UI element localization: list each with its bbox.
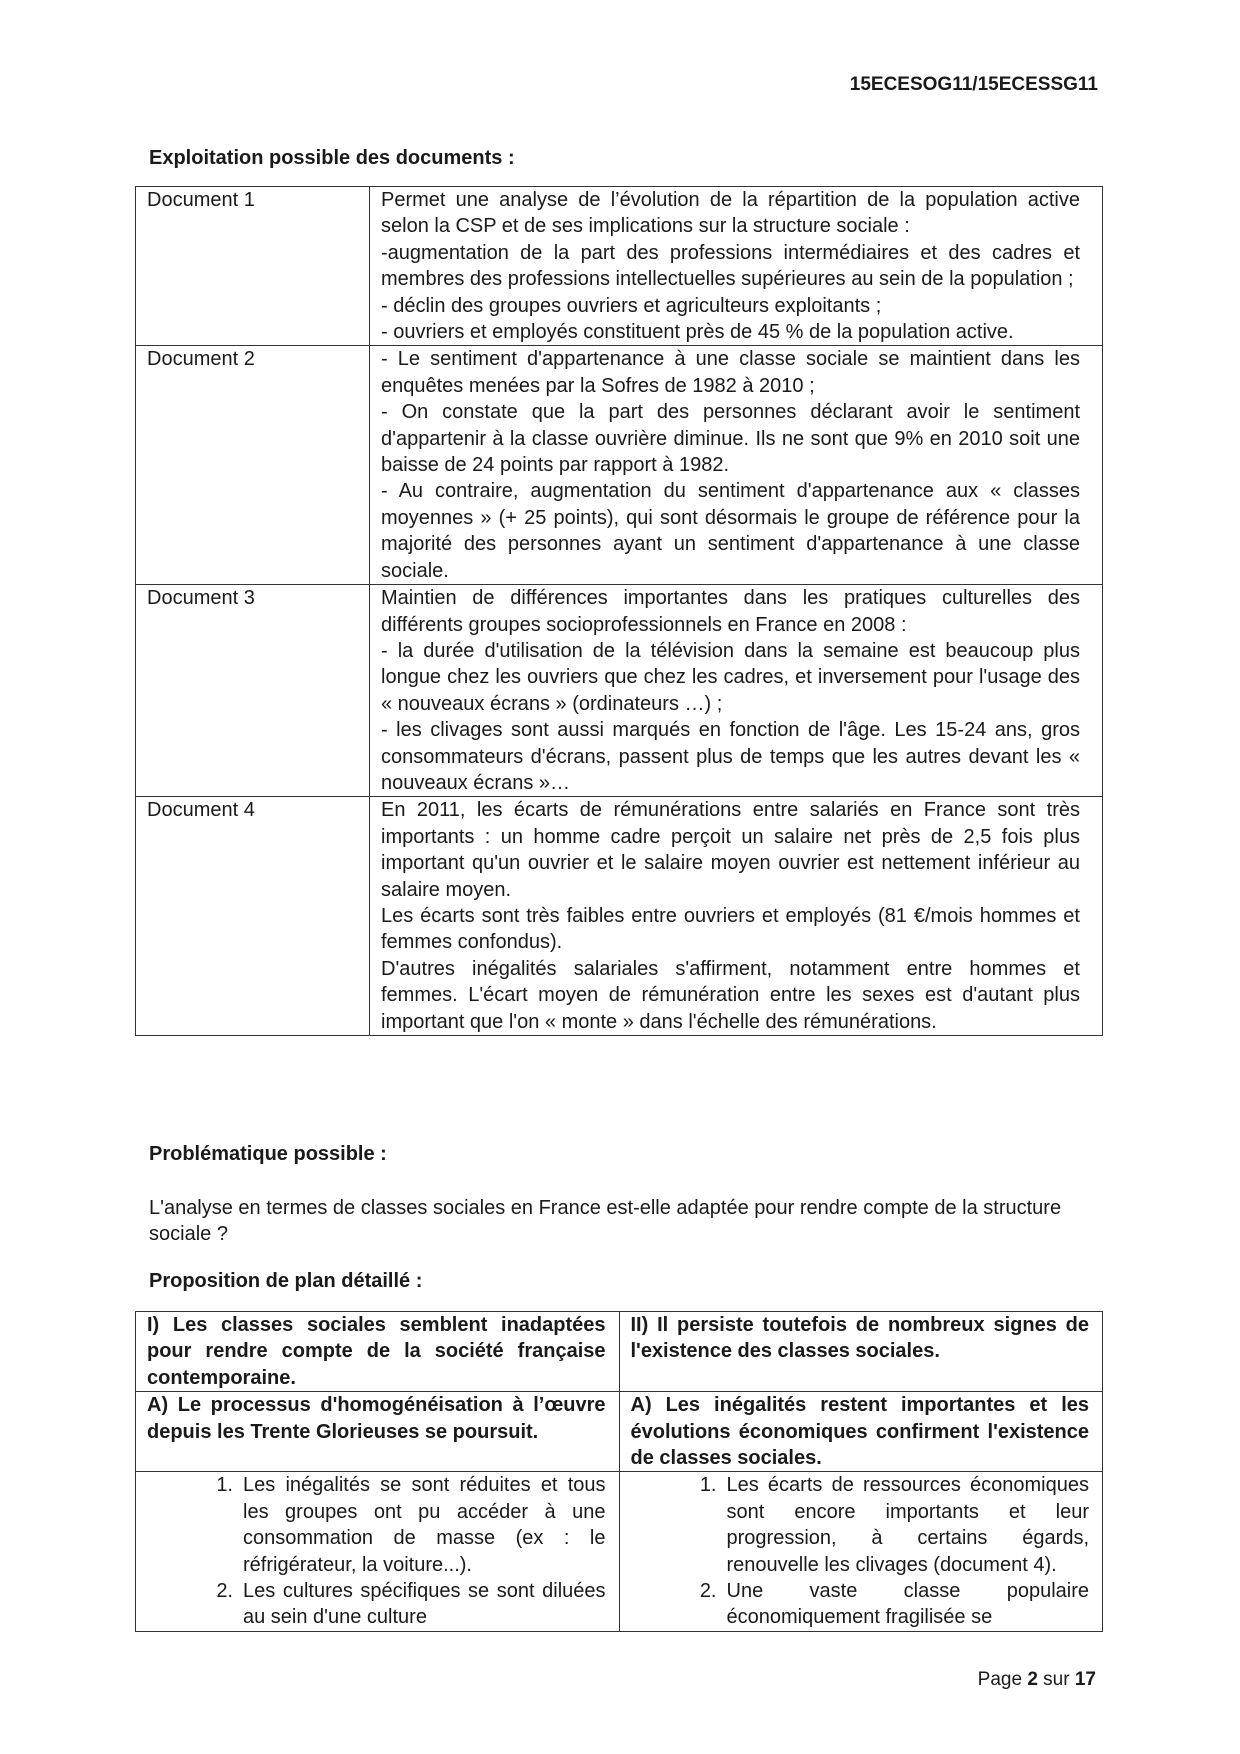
problematique-text: L'analyse en termes de classes sociales en France est-elle adaptée pour rendre compte de la structure sociale ? (149, 1197, 1062, 1245)
document-label: Document 1 (136, 187, 370, 346)
table-row (136, 1472, 1103, 1631)
list-item: 1. Les inégalités se sont réduites et tous les groupes ont pu accéder à une consommation de masse (ex : le réfrigérateur, la voiture...). (216, 1474, 606, 1576)
document-description: Permet une analyse de l’évolution de la répartition de la population active selon la CSP et de ses implications sur la structure sociale : -augmentation de la part des professions intermédiaires et des cadres et membres des professions intellectuelles supérieures au sein de la population ; - déclin des groupes ouvriers et agriculteurs exploitants ; - ouvriers et employés constituent près de 45 % de la population active. (370, 187, 1103, 346)
table-row (136, 346, 1103, 585)
documents-table (135, 186, 1103, 1036)
problematique-title: Problématique possible : (149, 1143, 387, 1165)
part-one-subheading: A) Le processus d'homogénéisation à l’œuvre depuis les Trente Glorieuses se poursuit. (136, 1392, 620, 1472)
exploitation-title: Exploitation possible des documents : (149, 147, 515, 169)
list-item: 1. Les écarts de ressources économiques sont encore importants et leur progression, à certains égards, renouvelle les clivages (document 4). (699, 1474, 1089, 1576)
page-number: Page 2 sur 17 (977, 1669, 1096, 1690)
table-row (136, 1312, 1103, 1392)
table-row (136, 585, 1103, 797)
part-two-heading: II) Il persiste toutefois de nombreux signes de l'existence des classes sociales. (619, 1312, 1103, 1392)
part-two-subheading: A) Les inégalités restent importantes et les évolutions économiques confirment l'existence de classes sociales. (619, 1392, 1103, 1472)
table-row (136, 1392, 1103, 1472)
list-item: 2. Les cultures spécifiques se sont diluées au sein d'une culture (216, 1580, 606, 1629)
part-one-items (136, 1472, 620, 1631)
part-two-items (619, 1472, 1103, 1631)
part-one-heading: I) Les classes sociales semblent inadaptées pour rendre compte de la société française contemporaine. (136, 1312, 620, 1392)
plan-table (135, 1311, 1103, 1632)
table-row (136, 187, 1103, 346)
document-description: - Le sentiment d'appartenance à une classe sociale se maintient dans les enquêtes menées par la Sofres de 1982 à 2010 ; - On constate que la part des personnes déclarant avoir le sentiment d'appartenir à la classe ouvrière diminue. Ils ne sont que 9% en 2010 soit une baisse de 24 points par rapport à 1982. - Au contraire, augmentation du sentiment d'appartenance aux « classes moyennes » (+ 25 points), qui sont désormais le groupe de référence pour la majorité des personnes ayant un sentiment d'appartenance à une classe sociale. (370, 346, 1103, 585)
document-label: Document 3 (136, 585, 370, 797)
list-item: 2. Une vaste classe populaire économiquement fragilisée se (699, 1580, 1089, 1629)
document-description: Maintien de différences importantes dans les pratiques culturelles des différents groupes socioprofessionnels en France en 2008 : - la durée d'utilisation de la télévision dans la semaine est beaucoup plus longue chez les ouvriers que chez les cadres, et inversement pour l'usage des « nouveaux écrans » (ordinateurs …) ; - les clivages sont aussi marqués en fonction de l'âge. Les 15-24 ans, gros consommateurs d'écrans, passent plus de temps que les autres devant les « nouveaux écrans »… (370, 585, 1103, 797)
plan-title: Proposition de plan détaillé : (149, 1270, 423, 1292)
document-label: Document 2 (136, 346, 370, 585)
document-code: 15ECESOG11/15ECESSG11 (849, 74, 1098, 95)
document-label: Document 4 (136, 797, 370, 1036)
document-description: En 2011, les écarts de rémunérations entre salariés en France sont très importants : un homme cadre perçoit un salaire net près de 2,5 fois plus important qu'un ouvrier et le salaire moyen ouvrier est nettement inférieur au salaire moyen. Les écarts sont très faibles entre ouvriers et employés (81 €/mois hommes et femmes confondus). D'autres inégalités salariales s'affirment, notamment entre hommes et femmes. L'écart moyen de rémunération entre les sexes est d'autant plus important que l'on « monte » dans l'échelle des rémunérations. (370, 797, 1103, 1036)
table-row (136, 797, 1103, 1036)
